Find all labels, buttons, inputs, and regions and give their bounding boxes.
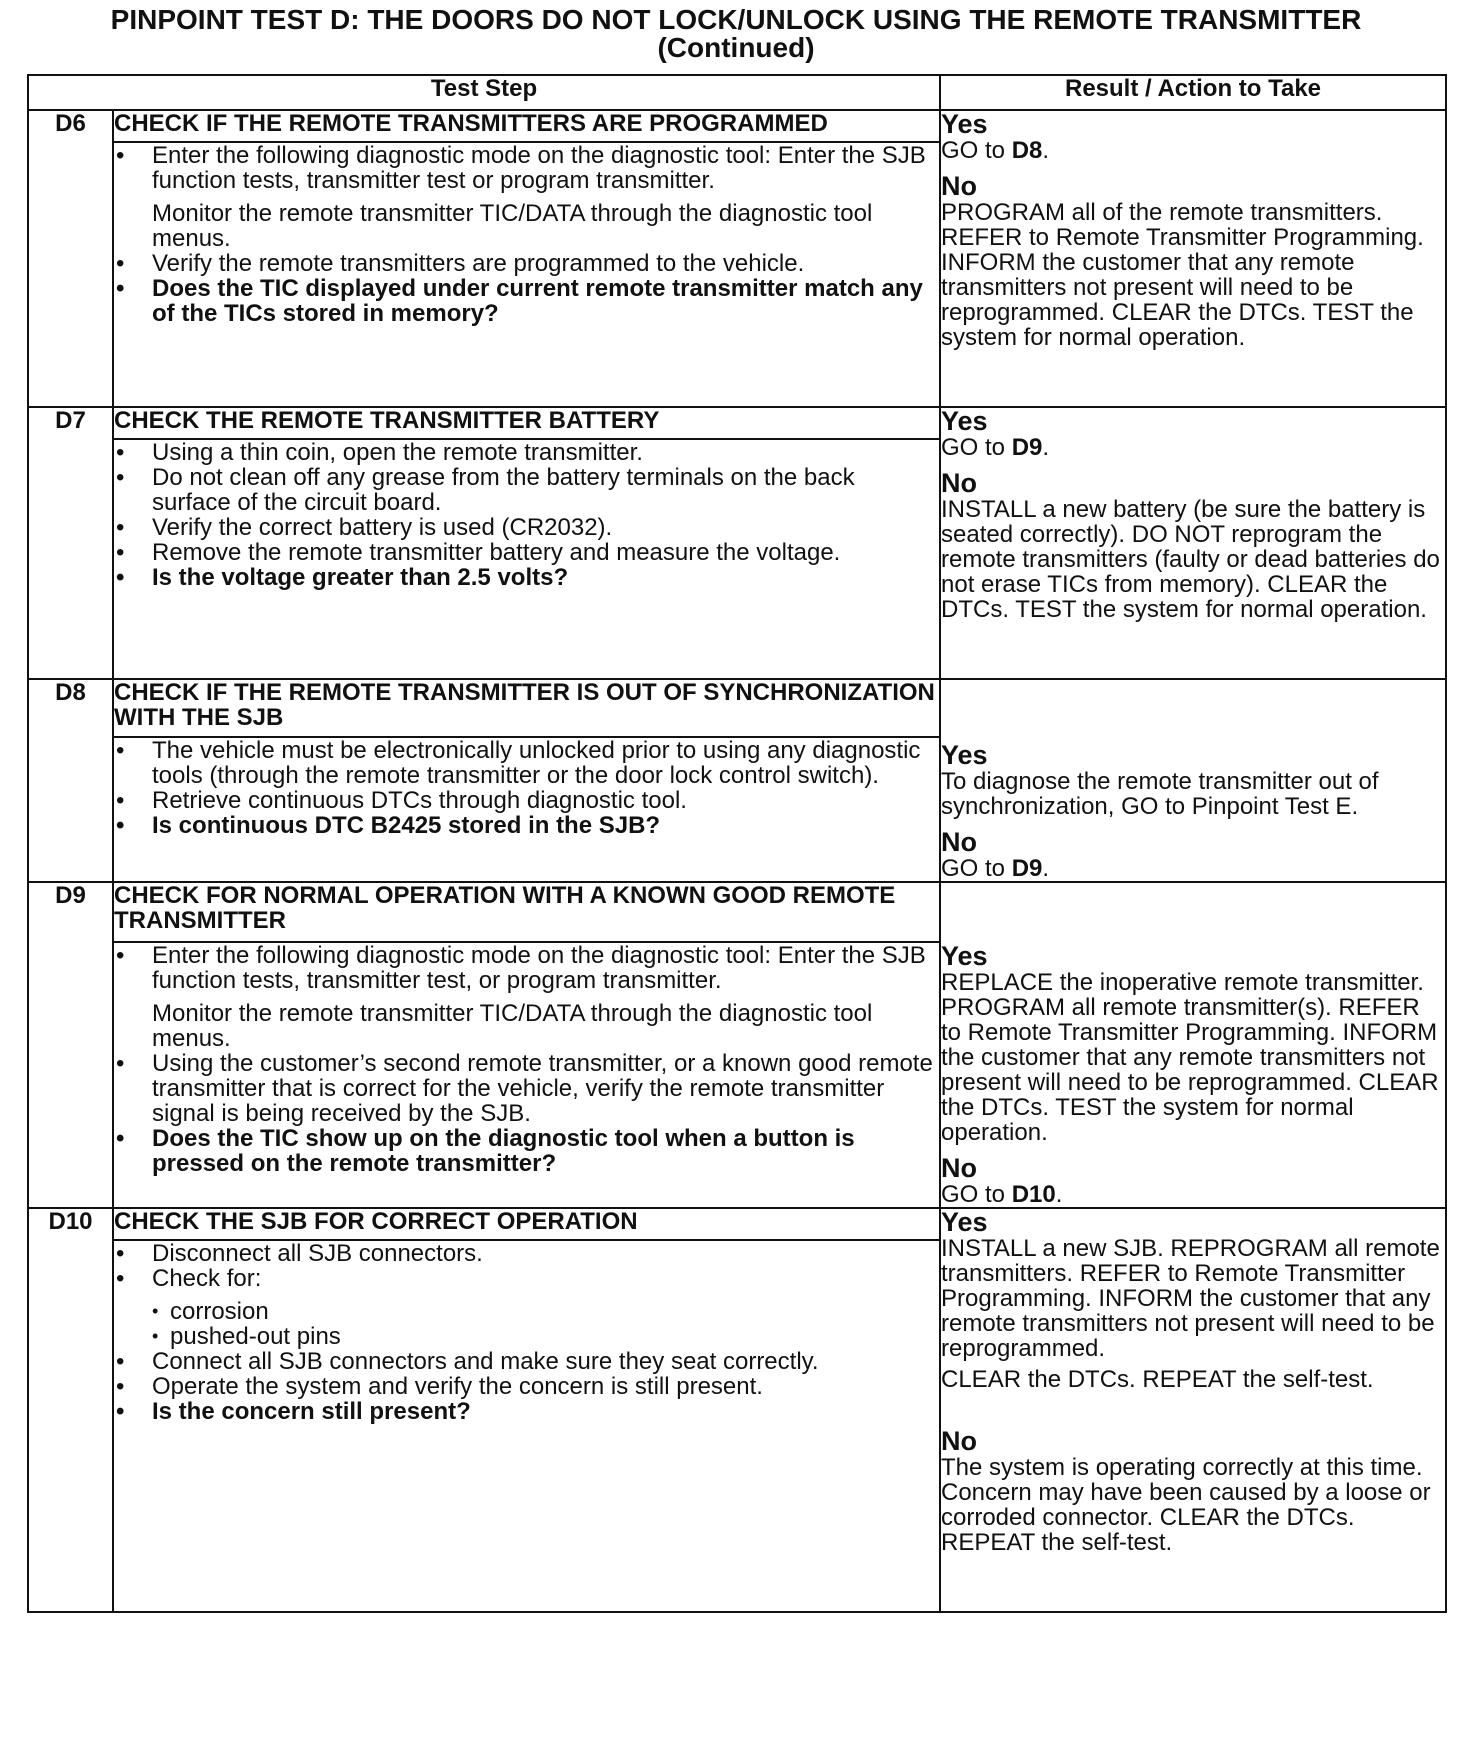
step-d6-heading: CHECK IF THE REMOTE TRANSMITTERS ARE PROGRAMMED [113, 110, 940, 142]
step-d7-yes-pre: GO to [941, 434, 1012, 461]
step-d7-no-label: No [941, 468, 977, 498]
step-d10-bullet-3: • Connect all SJB connectors and make sure they seat correctly. [114, 1349, 939, 1374]
step-d6-body [113, 142, 940, 407]
step-d8-yes-text: To diagnose the remote transmitter out of synchronization, GO to Pinpoint Test E. [941, 768, 1379, 820]
title-line-1: PINPOINT TEST D: THE DOORS DO NOT LOCK/UNLOCK USING THE REMOTE TRANSMITTER [110, 4, 1362, 35]
step-d7-yes-text [941, 435, 1445, 460]
step-d8-heading: CHECK IF THE REMOTE TRANSMITTER IS OUT OF SYNCHRONIZATION WITH THE SJB [113, 679, 940, 737]
step-d6-bullet-1: • Enter the following diagnostic mode on the diagnostic tool: Enter the SJB function tests, transmitter test or program transmitter. [114, 143, 939, 193]
step-d6-yes-post: . [1042, 137, 1050, 164]
step-d7-question: • Is the voltage greater than 2.5 volts? [114, 565, 939, 590]
step-d10-bullet-1: • Disconnect all SJB connectors. [114, 1241, 939, 1266]
step-d8-id: D8 [28, 679, 113, 882]
step-d6-id: D6 [28, 110, 113, 407]
step-d7-id: D7 [28, 407, 113, 679]
table-header-row [28, 75, 1446, 110]
step-d6-result [940, 110, 1446, 407]
page-title [0, 6, 1472, 62]
step-d7-yes-ref: D9 [1011, 434, 1043, 461]
step-d6-yes-text [941, 138, 1445, 163]
step-d8-no-pre: GO to [941, 855, 1012, 882]
step-d8-result [940, 679, 1446, 882]
step-d6-question: • Does the TIC displayed under current remote transmitter match any of the TICs stored in memory? [114, 276, 939, 326]
step-d10-question: • Is the concern still present? [114, 1399, 939, 1424]
step-d8-no-post: . [1042, 855, 1050, 882]
step-d10-no-text: The system is operating correctly at this time. Concern may have been caused by a loose or corroded connector. CLEAR the DTCs. REPEAT the self-test. [941, 1454, 1431, 1556]
step-d10-id: D10 [28, 1208, 113, 1612]
step-d9-id: D9 [28, 882, 113, 1208]
step-d10-bullet-2-text: Check for: [152, 1265, 262, 1292]
col-header-test-step: Test Step [28, 75, 940, 110]
step-d10-result-spacer [941, 1392, 1445, 1418]
step-d10-heading-row [28, 1208, 1446, 1240]
step-d10-yes-label: Yes [941, 1207, 988, 1237]
step-d10-heading: CHECK THE SJB FOR CORRECT OPERATION [113, 1208, 940, 1240]
step-d7-bullet-4: • Remove the remote transmitter battery and measure the voltage. [114, 540, 939, 565]
step-d8-bullet-2: • Retrieve continuous DTCs through diagnostic tool. [114, 788, 939, 813]
step-d10-body [113, 1240, 940, 1612]
step-d10-sub-2: • pushed-out pins [152, 1324, 939, 1349]
step-d6-bullet-2: • Verify the remote transmitters are programmed to the vehicle. [114, 251, 939, 276]
title-line-2: (Continued) [657, 32, 815, 63]
step-d9-body [113, 942, 940, 1208]
step-d8-question: • Is continuous DTC B2425 stored in the SJB? [114, 813, 939, 838]
step-d9-no-text [941, 1182, 1445, 1207]
step-d8-bullet-1: • The vehicle must be electronically unlocked prior to using any diagnostic tools (through the remote transmitter or the door lock control switch). [114, 738, 939, 788]
step-d10-result [940, 1208, 1446, 1612]
step-d7-result [940, 407, 1446, 679]
pinpoint-test-table [27, 74, 1447, 1613]
step-d9-yes-text: REPLACE the inoperative remote transmitter. PROGRAM all remote transmitter(s). REFER to Remote Transmitter Programming. INFORM the customer that any remote transmitters not present will need to be reprogrammed. CLEAR the DTCs. TEST the system for normal operation. [941, 969, 1439, 1146]
step-d6-heading-row [28, 110, 1446, 142]
step-d9-no-ref: D10 [1011, 1181, 1056, 1208]
step-d6-yes-pre: GO to [941, 137, 1012, 164]
step-d6-bullet-1-cont: Monitor the remote transmitter TIC/DATA through the diagnostic tool menus. [152, 200, 873, 252]
step-d9-bullet-1-cont: Monitor the remote transmitter TIC/DATA through the diagnostic tool menus. [152, 1000, 873, 1053]
step-d9-bullet-2: • Using the customer’s second remote transmitter, or a known good remote transmitter that is correct for the vehicle, verify the remote transmitter signal is being received by the SJB. [114, 1051, 939, 1126]
step-d8-no-text [941, 856, 1445, 881]
step-d9-no-label: No [941, 1153, 977, 1183]
step-d9-no-pre: GO to [941, 1181, 1012, 1208]
step-d7-yes-post: . [1042, 434, 1050, 461]
step-d10-yes-text-2: CLEAR the DTCs. REPEAT the self-test. [941, 1366, 1374, 1393]
col-header-result: Result / Action to Take [940, 75, 1446, 110]
step-d10-no-label: No [941, 1426, 977, 1456]
step-d8-yes-label: Yes [941, 740, 988, 770]
step-d9-heading-row [28, 882, 1446, 942]
step-d8-heading-row [28, 679, 1446, 737]
step-d7-body [113, 439, 940, 679]
step-d6-no-text: PROGRAM all of the remote transmitters. REFER to Remote Transmitter Programming. INFORM the customer that any remote transmitters not present will need to be reprogrammed. CLEAR the DTCs. TEST the system for normal operation. [941, 199, 1424, 351]
step-d9-yes-label: Yes [941, 941, 988, 971]
step-d7-bullet-3: • Verify the correct battery is used (CR2032). [114, 515, 939, 540]
step-d9-question: • Does the TIC show up on the diagnostic tool when a button is pressed on the remote transmitter? [114, 1126, 939, 1176]
step-d9-heading: CHECK FOR NORMAL OPERATION WITH A KNOWN GOOD REMOTE TRANSMITTER [113, 882, 940, 942]
step-d7-bullet-1: • Using a thin coin, open the remote transmitter. [114, 440, 939, 465]
step-d7-bullet-2: • Do not clean off any grease from the battery terminals on the back surface of the circuit board. [114, 465, 939, 515]
step-d8-body [113, 737, 940, 882]
step-d7-yes-label: Yes [941, 406, 988, 436]
step-d7-heading: CHECK THE REMOTE TRANSMITTER BATTERY [113, 407, 940, 439]
step-d9-no-post: . [1055, 1181, 1063, 1208]
step-d10-bullet-2 [114, 1266, 939, 1349]
step-d8-no-ref: D9 [1011, 855, 1043, 882]
step-d10-bullet-4: • Operate the system and verify the concern is still present. [114, 1374, 939, 1399]
step-d9-result [940, 882, 1446, 1208]
step-d10-yes-text: INSTALL a new SJB. REPROGRAM all remote transmitters. REFER to Remote Transmitter Programming. INFORM the customer that any remote transmitters not present will need to be reprogrammed. [941, 1235, 1440, 1362]
step-d6-yes-label: Yes [941, 109, 988, 139]
step-d7-no-text: INSTALL a new battery (be sure the battery is seated correctly). DO NOT reprogram the remote transmitters (faulty or dead batteries do not erase TICs from memory). CLEAR the DTCs. TEST the system for normal operation. [941, 496, 1440, 623]
step-d8-no-label: No [941, 827, 977, 857]
step-d9-bullet-1: • Enter the following diagnostic mode on the diagnostic tool: Enter the SJB function tests, transmitter test, or program transmitter. [114, 943, 939, 993]
step-d6-no-label: No [941, 171, 977, 201]
step-d6-yes-ref: D8 [1011, 137, 1043, 164]
step-d7-heading-row [28, 407, 1446, 439]
step-d10-sublist [152, 1291, 939, 1349]
step-d10-sub-1: • corrosion [152, 1299, 939, 1324]
